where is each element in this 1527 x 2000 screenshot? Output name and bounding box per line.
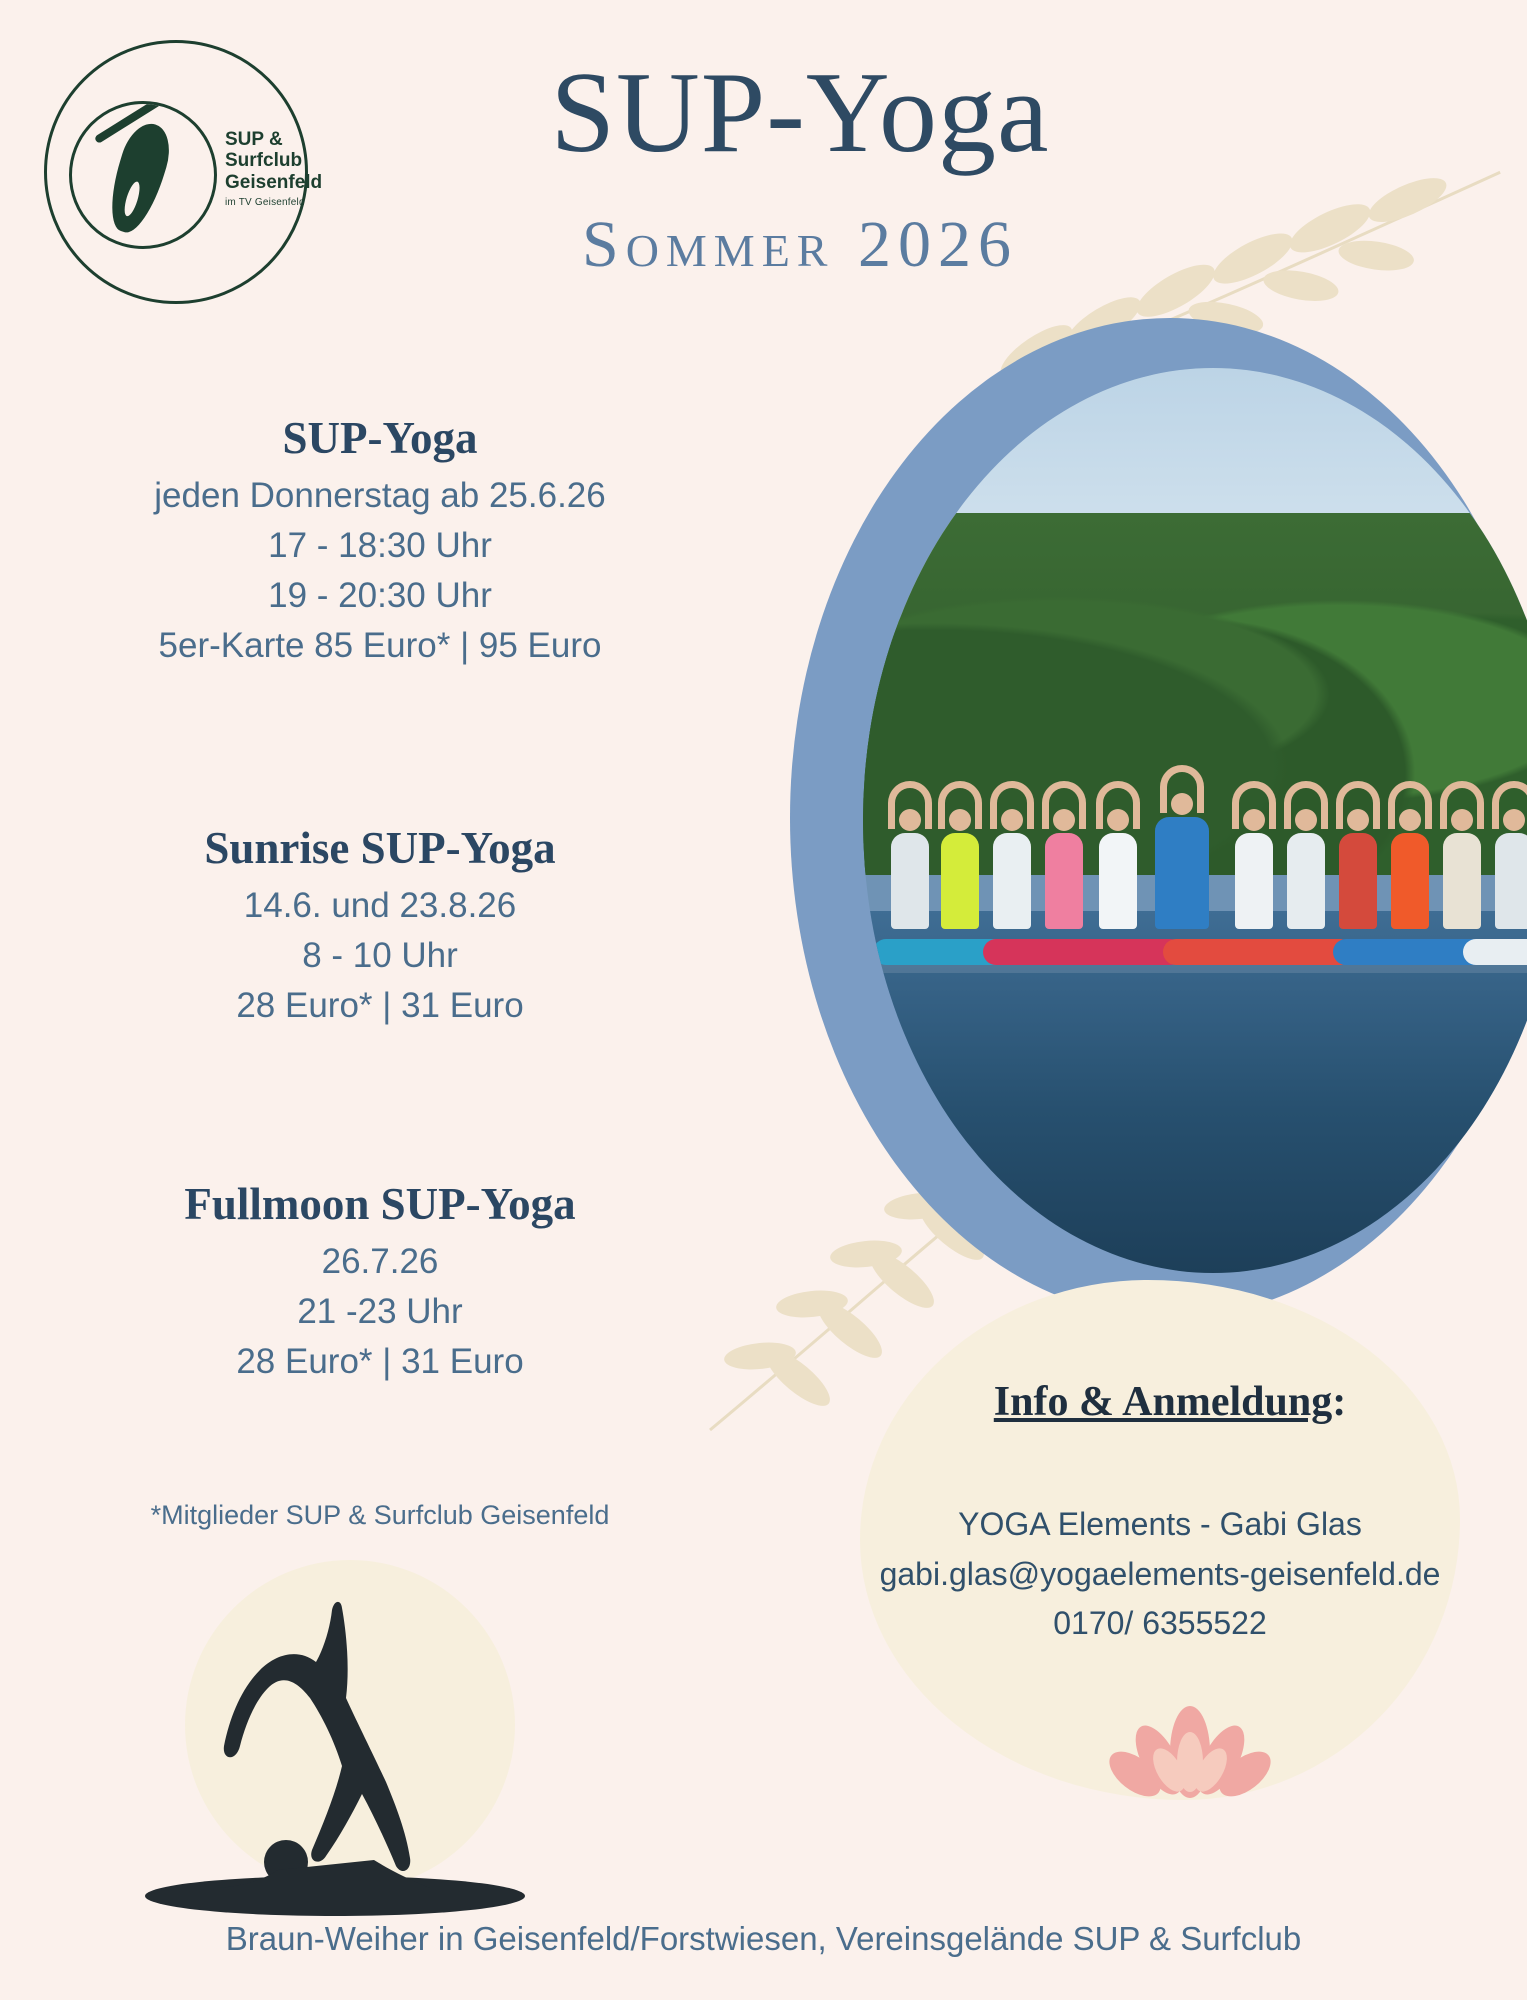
club-logo [44, 40, 323, 304]
contact-name: YOGA Elements - Gabi Glas [958, 1506, 1362, 1542]
contact-phone[interactable]: 0170/ 6355522 [1053, 1605, 1267, 1642]
block-line: jeden Donnerstag ab 25.6.26 [154, 476, 606, 515]
membership-footnote: *Mitglieder SUP & Surfclub Geisenfeld [150, 1500, 610, 1530]
block-heading: Fullmoon SUP-Yoga [184, 1179, 576, 1229]
program-block-sup-yoga [10, 412, 750, 676]
info-contact-lines [790, 1500, 1527, 1649]
yoga-pose-silhouette-icon [110, 1570, 560, 1930]
logo-text [225, 129, 337, 208]
photo-water [863, 911, 1527, 1273]
block-line: 19 - 20:30 Uhr [268, 576, 492, 615]
block-line: 14.6. und 23.8.26 [243, 886, 517, 925]
block-heading: Sunrise SUP-Yoga [204, 823, 556, 873]
program-block-sunrise [10, 822, 750, 1036]
page-title: SUP-Yoga [550, 49, 1050, 177]
sup-board-icon [101, 118, 178, 239]
logo-line-2: Surfclub [225, 150, 303, 172]
logo-emblem-icon [69, 101, 217, 249]
logo-line-4: im TV Geisenfeld [225, 196, 305, 208]
page-subtitle: Sommer 2026 [581, 208, 1018, 281]
info-heading-tail: : [1332, 1379, 1347, 1425]
logo-line-3: Geisenfeld [225, 171, 323, 193]
block-line: 26.7.26 [321, 1242, 439, 1281]
sup-yoga-photo [863, 368, 1527, 1273]
info-heading-underlined: Info & Anmeldung [993, 1379, 1333, 1425]
block-line: 8 - 10 Uhr [302, 936, 458, 975]
block-line: 28 Euro* | 31 Euro [236, 986, 524, 1025]
logo-line-1: SUP & [225, 129, 283, 150]
info-heading [860, 1378, 1480, 1426]
block-line: 5er-Karte 85 Euro* | 95 Euro [158, 626, 602, 665]
lotus-flower-icon [1105, 1690, 1275, 1800]
program-block-fullmoon [10, 1178, 750, 1392]
block-line: 28 Euro* | 31 Euro [236, 1342, 524, 1381]
photo-sup-boards [863, 884, 1527, 965]
block-heading: SUP-Yoga [282, 413, 478, 463]
block-line: 17 - 18:30 Uhr [268, 526, 492, 565]
location-footer: Braun-Weiher in Geisenfeld/Forstwiesen, Vereinsgelände SUP & Surfclub [225, 1920, 1302, 1957]
block-line: 21 -23 Uhr [297, 1292, 463, 1331]
contact-email[interactable]: gabi.glas@yogaelements-geisenfeld.de [879, 1555, 1441, 1592]
